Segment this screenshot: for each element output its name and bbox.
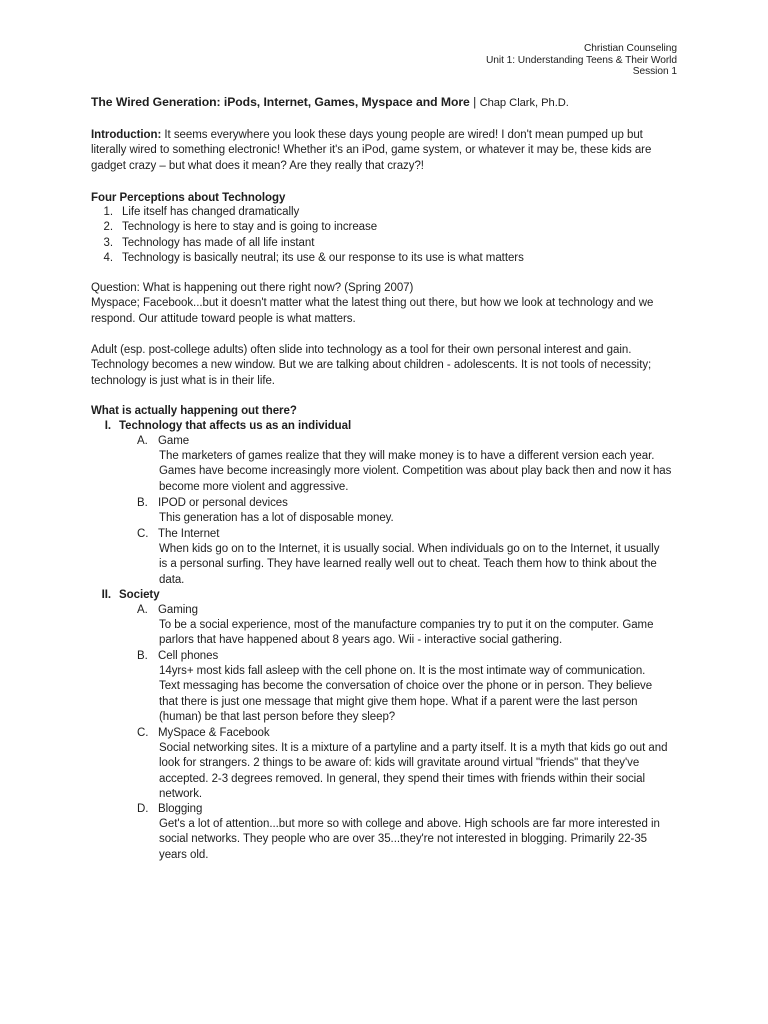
list-number: 2.: [103, 221, 113, 234]
perceptions-heading: Four Perceptions about Technology: [91, 192, 286, 204]
page-header: [486, 43, 677, 78]
title-author: Chap Clark, Ph.D.: [479, 97, 569, 109]
subitem-letter: A.: [137, 604, 148, 616]
introduction-label: Introduction:: [91, 129, 162, 141]
subitem-letter: B.: [137, 497, 148, 509]
subitem-letter: C.: [137, 528, 149, 540]
subitem-heading: [137, 649, 218, 664]
list-text: Technology has made of all life instant: [122, 236, 315, 249]
list-number: 1.: [103, 206, 113, 218]
subitem-title: Cell phones: [158, 650, 219, 662]
perceptions-list: [91, 205, 691, 266]
subitem-heading: [137, 527, 219, 542]
subitem-body: To be a social experience, most of the manufacture companies try to put it on the computer. Game parlors that have happened about 8 years ago. Wii - interactive social gathering.: [159, 619, 654, 647]
title-text: The Wired Generation: iPods, Internet, Games, Myspace and More: [91, 95, 470, 109]
section-heading: [91, 419, 351, 434]
subitem-title: Blogging: [158, 803, 203, 815]
subitem-heading: [137, 802, 202, 817]
subitem-letter: B.: [137, 650, 148, 662]
subitem-title: The Internet: [158, 528, 220, 540]
list-text: Technology is basically neutral; its use & our response to its use is what matters: [122, 251, 524, 264]
section-numeral: I.: [104, 420, 111, 432]
subitem-title: Game: [158, 435, 190, 447]
subitem-title: IPOD or personal devices: [158, 497, 288, 509]
header-unit: Unit 1: Understanding Teens & Their World: [485, 54, 677, 66]
list-item: [91, 205, 691, 220]
section-title: Society: [119, 589, 160, 601]
adult-paragraph: Adult (esp. post-college adults) often slide into technology as a tool for their own personal interest and gain. Technology becomes a new window. But we are talking about children - adolescents. It is not tools of necessity; technology is just what is in their life.: [91, 344, 652, 387]
document-title: [91, 95, 569, 111]
list-number: 4.: [103, 251, 113, 264]
list-number: 3.: [103, 236, 113, 249]
header-session: Session 1: [632, 66, 677, 78]
question-text: Myspace; Facebook...but it doesn't matter what the latest thing out there, but how we look at technology and we respond. Our attitude toward people is what matters.: [91, 297, 654, 325]
header-course: Christian Counseling: [583, 43, 677, 54]
introduction-paragraph: [91, 128, 691, 174]
list-item: [91, 251, 691, 266]
outline-heading: What is actually happening out there?: [91, 405, 297, 417]
subitem-title: Gaming: [158, 604, 198, 616]
subitem-letter: C.: [137, 727, 149, 739]
title-separator: |: [469, 95, 480, 109]
section-title: Technology that affects us as an individual: [119, 420, 352, 432]
subitem-body: When kids go on to the Internet, it is usually social. When individuals go on to the Internet, it usually is a personal surfing. They have learned really well out to cheat. Teach them how to think about the data.: [159, 543, 660, 586]
subitem-body: This generation has a lot of disposable money.: [159, 512, 394, 524]
subitem-heading: [137, 726, 270, 741]
subitem-body: Social networking sites. It is a mixture of a partyline and a party itself. It is a myth that kids go out and look for strangers. 2 things to be aware of: kids will gravitate around virtual "friends" that they've accepted. 2-3 degrees removed. In general, they spend their times with friends within their social network.: [159, 742, 668, 800]
list-item: [91, 220, 691, 235]
introduction-text: It seems everywhere you look these days young people are wired! I don't mean pumped up but literally wired to something electronic! Whether it's an iPod, game system, or whatever it may be, these kids are gadget crazy – but what does it mean? Are they really that crazy?!: [91, 129, 652, 172]
subitem-body: Get's a lot of attention...but more so with college and above. High schools are far more interested in social networks. They people who are over 35...they're not interested in blogging. Primarily 22-35 years old.: [159, 818, 660, 861]
question-paragraph: [91, 281, 691, 327]
subitem-letter: D.: [137, 803, 149, 815]
subitem-title: MySpace & Facebook: [158, 727, 270, 739]
subitem-letter: A.: [137, 435, 148, 447]
subitem-body: The marketers of games realize that they will make money is to have a different version each year. Games have become increasingly more violent. Competition was about play back then and now it has become more violent and aggressive.: [159, 450, 672, 493]
list-item: [91, 236, 691, 251]
subitem-body: 14yrs+ most kids fall asleep with the cell phone on. It is the most intimate way of communication. Text messaging has become the conversation of choice over the phone or in person. They believe that there is just one message that might give them hope. What if a parent were the last person (human) be that last person before they sleep?: [159, 665, 653, 723]
question-line: Question: What is happening out there right now? (Spring 2007): [91, 282, 414, 294]
subitem-heading: [137, 603, 198, 618]
subitem-heading: [137, 434, 189, 449]
list-text: Technology is here to stay and is going to increase: [122, 221, 378, 234]
section-heading: [91, 588, 160, 603]
section-numeral: II.: [101, 589, 111, 601]
subitem-heading: [137, 496, 288, 511]
list-text: Life itself has changed dramatically: [122, 206, 300, 218]
